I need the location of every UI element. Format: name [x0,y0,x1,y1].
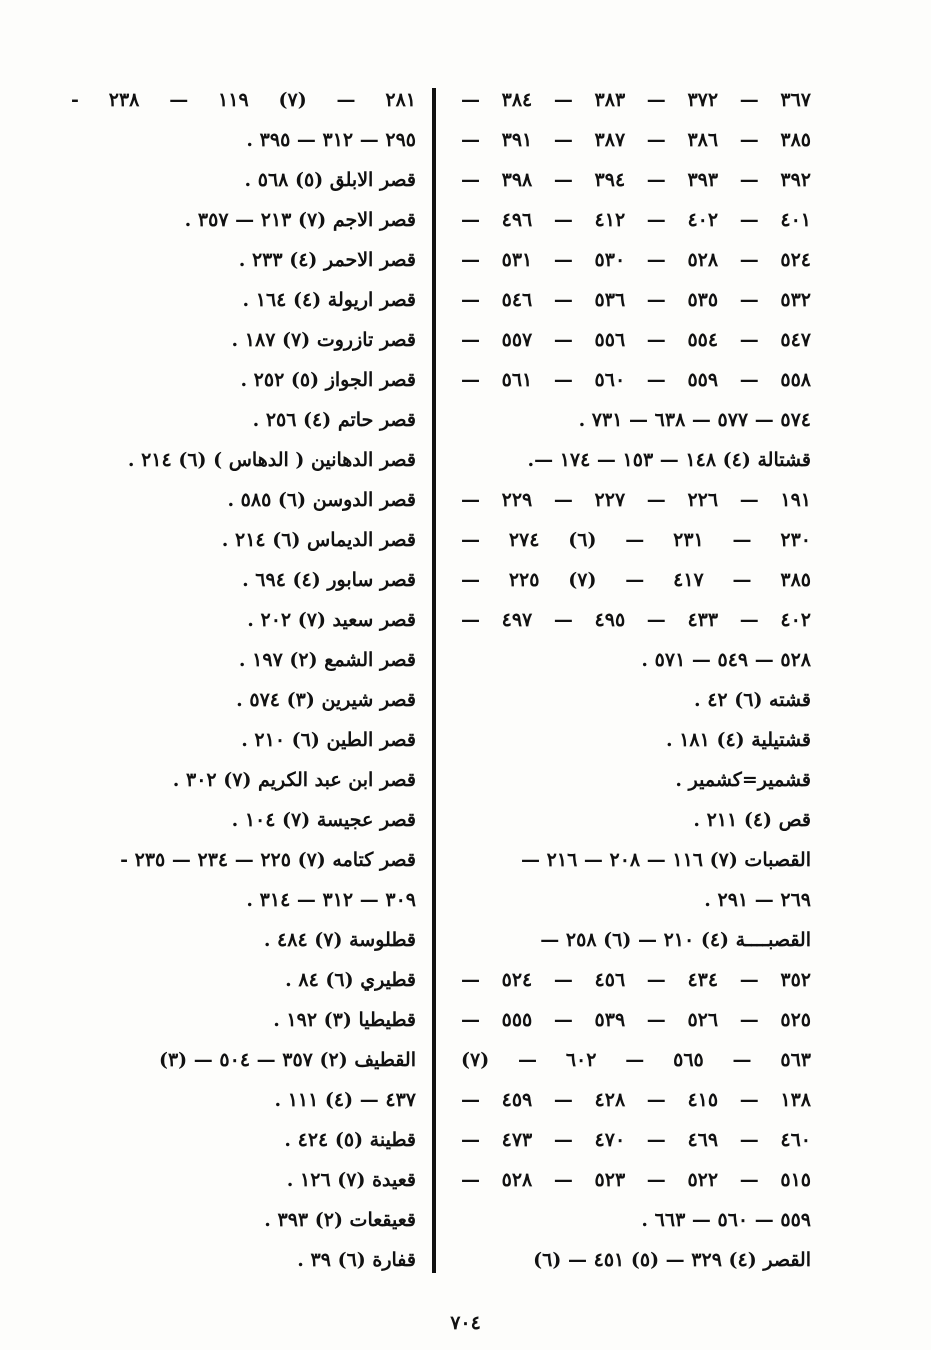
index-entry: قشتيلية (٤) ١٨١ . [665,729,811,751]
index-entry: قصر تازروت (٧) ١٨٧ . [231,329,416,351]
index-continuation-line: ٣٨٥ — ٣٨٦ — ٣٨٧ — ٣٩١ — [461,129,811,151]
index-entry: قصر سابور (٤) ٦٩٤ . [242,569,416,591]
index-continuation-line: ٣٨٥ — ٤١٧ — (٧) ٢٢٥ — [461,569,811,591]
index-entry: قصر ابن عبد الكريم (٧) ٣٠٢ . [172,769,416,791]
index-entry: قصر كتامه (٧) ٢٢٥ — ٢٣٤ — ٢٣٥ - [120,849,416,871]
index-continuation-line: ٥٣٢ — ٥٣٥ — ٥٣٦ — ٥٤٦ — [461,289,811,311]
index-continuation-line: ٣٥٢ — ٤٣٤ — ٤٥٦ — ٥٢٤ — [461,969,811,991]
index-continuation-line: ٣٩٢ — ٣٩٣ — ٣٩٤ — ٣٩٨ — [461,169,811,191]
index-entry: قصر الجواز (٥) ٢٥٢ . [240,369,416,391]
index-entry: قعيقعات (٢) ٣٩٣ . [264,1209,416,1231]
index-entry: قصر الابلق (٥) ٥٦٨ . [244,169,416,191]
index-column-right [461,80,811,1280]
index-entry: القصبات (٧) ١١٦ — ٢٠٨ — ٢١٦ — [521,849,811,871]
index-entry: القصر (٤) ٣٢٩ — (٥) ٤٥١ — (٦) [533,1249,811,1271]
index-continuation-line: ٣٠٩ — ٣١٢ — ٣١٤ . [246,889,416,911]
index-entry: قطيطيا (٣) ١٩٢ . [273,1009,416,1031]
index-continuation-line: ٥٢٥ — ٥٢٦ — ٥٣٩ — ٥٥٥ — [461,1009,811,1031]
index-continuation-line: ٢٦٩ — ٢٩١ . [704,889,811,911]
index-continuation-line: ٥٥٩ — ٥٦٠ — ٦٦٣ . [641,1209,811,1231]
index-entry: قصر الاحمر (٤) ٢٣٣ . [238,249,416,271]
index-continuation-line: ٥٢٤ — ٥٢٨ — ٥٣٠ — ٥٣١ — [461,249,811,271]
index-continuation-line: ٥٢٨ — ٥٤٩ — ٥٧١ . [641,649,811,671]
column-divider [432,88,436,1273]
index-continuation-line: ٢٩٥ — ٣١٢ — ٣٩٥ . [246,129,416,151]
index-continuation-line: ١٣٨ — ٤١٥ — ٤٢٨ — ٤٥٩ — [461,1089,811,1111]
index-continuation-line: ٥٧٤ — ٥٧٧ — ٦٣٨ — ٧٣١ . [578,409,811,431]
index-continuation-line: ٢٨١ — (٧) ١١٩ — ٢٣٨ - [71,89,416,111]
index-entry: قصر حاتم (٤) ٢٥٦ . [252,409,416,431]
index-entry: قصر الاجم (٧) ٢١٣ — ٣٥٧ . [184,209,416,231]
index-entry: القصبــــة (٤) ٢١٠ — (٦) ٢٥٨ — [540,929,811,951]
index-continuation-line: ٥١٥ — ٥٢٢ — ٥٢٣ — ٥٢٨ — [461,1169,811,1191]
index-entry: قفارة (٦) ٣٩ . [297,1249,416,1271]
index-entry: قصر عجيسة (٧) ١٠٤ . [231,809,416,831]
index-entry: قطلوسة (٧) ٤٨٤ . [263,929,416,951]
index-entry: قص (٤) ٢١١ . [693,809,811,831]
index-continuation-line: ٤٠١ — ٤٠٢ — ٤١٢ — ٤٩٦ — [461,209,811,231]
index-continuation-line: ٤٣٧ — (٤) ١١١ . [274,1089,416,1111]
index-continuation-line: ١٩١ — ٢٢٦ — ٢٢٧ — ٢٢٩ — [461,489,811,511]
page-number: ٧٠٤ [450,1312,481,1334]
index-continuation-line: ٥٥٨ — ٥٥٩ — ٥٦٠ — ٥٦١ — [461,369,811,391]
index-entry: قعيدة (٧) ١٢٦ . [286,1169,416,1191]
index-entry: قصر الشمع (٢) ١٩٧ . [238,649,416,671]
index-entry: قصر شيرين (٣) ٥٧٤ . [236,689,416,711]
index-entry: قصر الدهانين ( الدهاس ) (٦) ٢١٤ . [127,449,416,471]
index-entry: قشتالة (٤) ١٤٨ — ١٥٣ — ١٧٤ —. [527,449,811,471]
index-entry: قصر الطين (٦) ٢١٠ . [241,729,416,751]
index-entry: قشمير=كشمير . [675,769,811,791]
index-entry: قشته (٦) ٤٢ . [693,689,811,711]
index-entry: قطينة (٥) ٤٢٤ . [284,1129,416,1151]
index-entry: قصر الديماس (٦) ٢١٤ . [221,529,416,551]
index-entry: قصر الدوسن (٦) ٥٨٥ . [227,489,416,511]
index-continuation-line: ٤٠٢ — ٤٣٣ — ٤٩٥ — ٤٩٧ — [461,609,811,631]
index-continuation-line: ٣٦٧ — ٣٧٢ — ٣٨٣ — ٣٨٤ — [461,89,811,111]
index-entry: القطيف (٢) ٣٥٧ — ٥٠٤ — (٣) [158,1049,416,1071]
index-entry: قصر سعيد (٧) ٢٠٢ . [247,609,416,631]
index-entry: قطيري (٦) ٨٤ . [285,969,416,991]
index-entry: قصر اريولة (٤) ١٦٤ . [242,289,416,311]
index-continuation-line: ٢٣٠ — ٢٣١ — (٦) ٢٧٤ — [461,529,811,551]
index-column-left [71,80,416,1280]
index-continuation-line: ٤٦٠ — ٤٦٩ — ٤٧٠ — ٤٧٣ — [461,1129,811,1151]
index-continuation-line: ٥٤٧ — ٥٥٤ — ٥٥٦ — ٥٥٧ — [461,329,811,351]
index-continuation-line: ٥٦٣ — ٥٦٥ — ٦٠٢ — (٧) [461,1049,811,1071]
